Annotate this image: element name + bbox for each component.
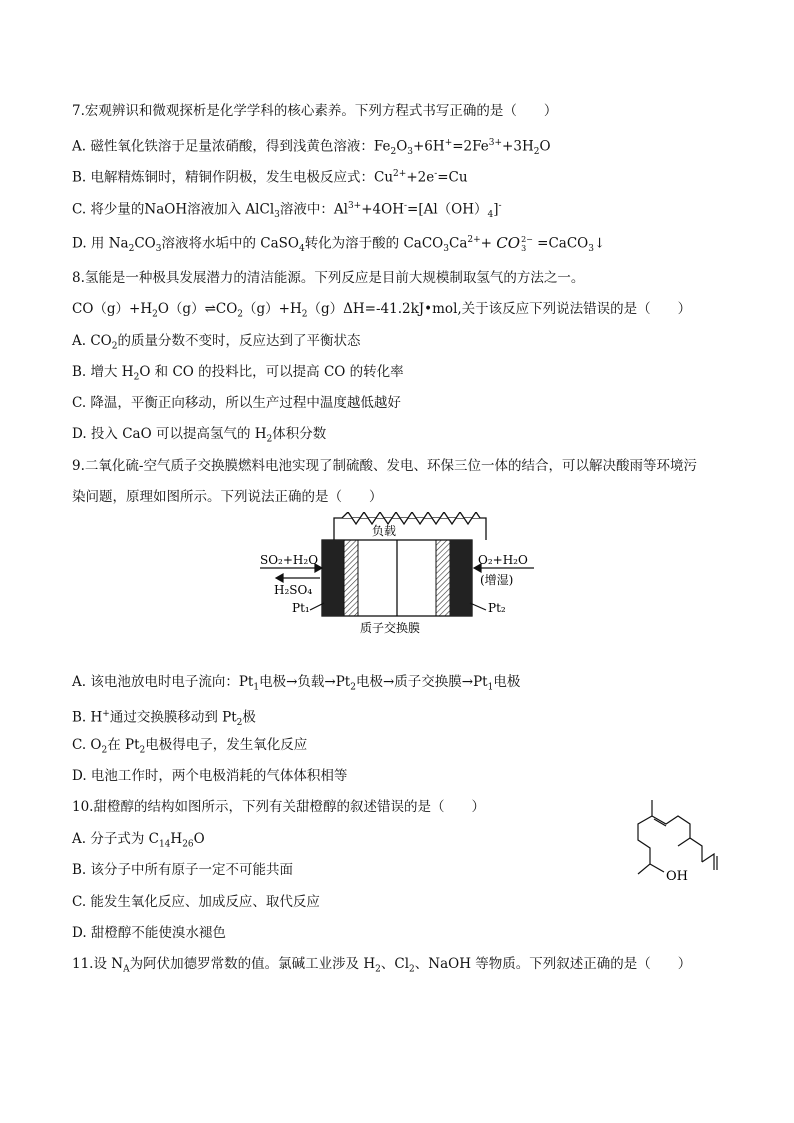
sweet-orange-alcohol-structure [628, 796, 728, 896]
catalyst-layer-left [344, 540, 358, 616]
q8-option-d: D. 投入 CaO 可以提高氢气的 $H_2$体积分数 [72, 426, 327, 445]
q10-option-c: C. 能发生氧化反应、加成反应、取代反应 [72, 894, 320, 910]
q9-option-a: A. 该电池放电时电子流向：$Pt_1$电极→负载$\to Pt_2$电极→质子交换膜$\to Pt_1$电极 [72, 674, 521, 693]
q8-stem: 8.氢能是一种极具发展潜力的清洁能源。下列反应是目前大规模制取氢气的方法之一。 [72, 270, 585, 286]
q9-stem-line1: 9.二氧化硫-空气质子交换膜燃料电池实现了制硫酸、发电、环保三位一体的结合，可以解决酸雨等环境污 [72, 458, 697, 474]
q7-option-a: A. 磁性氧化铁溶于足量浓硝酸，得到浅黄色溶液：$Fe_2O_3+6H^+=2Fe^{3+}+3H_2O$ [72, 138, 551, 158]
q7-stem: 7.宏观辨识和微观探析是化学学科的核心素养。下列方程式书写正确的是（ ） [72, 103, 558, 119]
q7-option-b: B. 电解精炼铜时，精铜作阴极，发生电极反应式：$Cu^{2+}+2e^-=Cu$ [72, 169, 468, 186]
q8-option-a: A. $CO_2$的质量分数不变时，反应达到了平衡状态 [72, 333, 361, 352]
q9-stem-line2: 染问题，原理如图所示。下列说法正确的是（ ） [72, 489, 383, 505]
hydroxyl-label: OH [666, 869, 688, 884]
q11-stem: 11.设 $N_A$为阿伏加德罗常数的值。氯碱工业涉及 $H_2$、$Cl_2$、NaOH 等物质。下列叙述正确的是（ ） [72, 956, 692, 975]
external-circuit [334, 512, 486, 540]
q10-option-d: D. 甜橙醇不能使溴水褪色 [72, 925, 226, 941]
q7-option-c: C. 将少量的NaOH溶液加入 AlCl$_3$溶液中：$Al^{3+}+4OH^-=[Al(OH)_4]^-$ [72, 201, 502, 221]
electrode-pt1 [322, 540, 344, 616]
left-input-label: SO₂+H₂O [260, 553, 319, 567]
q8-equation: $CO(g)+H_2O(g)\rightleftharpoons CO_2(g)+H_2(g)\Delta H=-41.2kJ•mol$,关于该反应下列说法错误的是（ ） [72, 301, 692, 320]
pt1-label: Pt₁ [292, 601, 310, 615]
carbonate-ion: CO 2− 3 [496, 233, 533, 253]
q8-option-b: B. 增大 $H_2O$ 和 CO 的投料比，可以提高 CO 的转化率 [72, 364, 404, 383]
catalyst-layer-right [436, 540, 450, 616]
q9-option-c: C. $O_2$在 $Pt_2$电极得电子，发生氧化反应 [72, 737, 308, 756]
q10-stem: 10.甜橙醇的结构如图所示，下列有关甜橙醇的叙述错误的是（ ） [72, 799, 485, 815]
left-output-label: H₂SO₄ [274, 583, 313, 597]
q8-option-c: C. 降温，平衡正向移动，所以生产过程中温度越低越好 [72, 395, 401, 411]
q9-option-d: D. 电池工作时，两个电极消耗的气体体积相等 [72, 768, 348, 784]
pt2-label: Pt₂ [488, 601, 506, 615]
membrane-label: 质子交换膜 [360, 621, 421, 635]
q7-option-d: D. 用 $Na_2CO_3$溶液将水垢中的 CaSO$_4$转化为溶于酸的 $CaCO_3Ca^{2+}+$ CO 2− 3 =CaCO$_3$↓ [72, 233, 606, 255]
q10-option-a: A. 分子式为 $C_{14}H_{26}O$ [72, 831, 205, 850]
q10-option-b: B. 该分子中所有原子一定不可能共面 [72, 862, 294, 878]
right-note-label: (增湿) [480, 573, 514, 587]
q9-option-b: B. H+通过交换膜移动到 $Pt_2$极 [72, 709, 256, 729]
electrode-pt2 [450, 540, 472, 616]
fuel-cell-diagram [254, 512, 574, 642]
right-input-label: O₂+H₂O [478, 553, 528, 567]
load-label: 负载 [372, 524, 397, 538]
